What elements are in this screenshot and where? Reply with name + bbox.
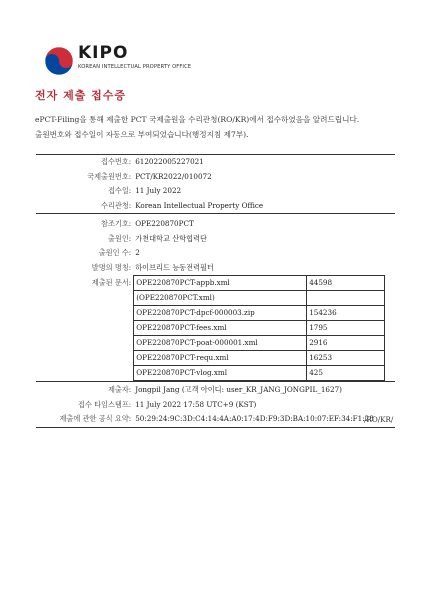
file-row [134, 306, 385, 321]
field-label: 수리관청: [36, 199, 132, 214]
detail-row [36, 261, 395, 276]
receipt-table [36, 154, 395, 428]
file-name: OPE220870PCT-requ.xml [134, 351, 307, 366]
submission-label: 제출자: [107, 385, 132, 394]
detail-value: 하이브리드 능동전력필터 [135, 262, 214, 272]
submission-row [36, 382, 395, 398]
intro-text [35, 112, 359, 142]
detail-value: 2 [135, 248, 140, 257]
org-abbr: KIPO [78, 43, 129, 63]
detail-value: OPE220870PCT [135, 219, 194, 228]
file-name: OPE220870PCT-poat-000001.xml [134, 336, 307, 351]
field-value: PCT/KR2022/010072 [135, 171, 212, 181]
files-table [133, 275, 385, 381]
detail-row [36, 232, 395, 247]
file-size: 2916 [307, 336, 385, 351]
submission-value: Jongpil Jang (고객 아이디: user_KR_JANG_JONGPIL_1627) [135, 385, 342, 394]
field-label: 접수일: [107, 186, 132, 195]
file-name: OPE220870PCT-dpcf-000003.zip [134, 306, 307, 321]
org-full-name: KOREAN INTELLECTUAL PROPERTY OFFICE [78, 64, 192, 70]
submission-label: 접수 타임스탬프: [77, 399, 132, 409]
detail-row [36, 214, 395, 232]
file-name: OPE220870PCT-vlog.xml [134, 366, 307, 381]
submission-row [36, 398, 395, 413]
file-size: 1795 [307, 321, 385, 336]
field-label: 국제출원번호: [87, 171, 132, 181]
file-row [134, 351, 385, 366]
files-label: 제출된 문서: [36, 275, 132, 382]
file-size: 16253 [307, 351, 385, 366]
submission-row [36, 412, 395, 427]
field-row [36, 155, 395, 170]
field-value: 11 July 2022 [135, 186, 182, 195]
file-size [307, 291, 385, 306]
detail-value: 가천대학교 산학협력단 [135, 233, 207, 243]
detail-row [36, 246, 395, 261]
file-name: OPE220870PCT-fees.xml [134, 321, 307, 336]
kipo-logo-icon [44, 46, 74, 76]
field-value: Korean Intellectual Property Office [132, 199, 395, 214]
file-size: 44598 [307, 276, 385, 291]
detail-label: 출원인 수: [98, 248, 132, 257]
footer-code: /RO/KR/ [364, 415, 394, 424]
field-row [36, 184, 395, 199]
file-name: OPE220870PCT-appb.xml [134, 276, 307, 291]
file-size: 154236 [307, 306, 385, 321]
detail-label: 참조기호: [101, 219, 132, 228]
field-value: 612022005227021 [132, 155, 395, 170]
field-label: 접수번호: [36, 155, 132, 170]
submission-value: 11 July 2022 17:58 UTC+9 (KST) [135, 399, 257, 409]
field-row [36, 170, 395, 185]
intro-line-2: 출원번호와 접수일이 자동으로 부여되었습니다(행정지침 제7부). [35, 130, 249, 139]
file-row [134, 321, 385, 336]
file-row [134, 366, 385, 381]
submission-label: 제출에 관한 공식 요약: [36, 412, 132, 427]
file-row [134, 276, 385, 291]
file-row [134, 291, 385, 306]
detail-label: 출원인: [107, 233, 132, 243]
detail-label: 발명의 명칭: [91, 262, 132, 272]
file-row [134, 336, 385, 351]
file-size: 425 [307, 366, 385, 381]
submission-value: 50:29:24:9C:3D:C4:14:4A:A0:17:4D:F9:3D:BA:10:07:EF:34:F1:28 [132, 412, 395, 427]
files-row [36, 275, 395, 382]
file-name: (OPE220870PCT.xml) [134, 291, 307, 306]
intro-line-1: ePCT-Filing을 통해 제출한 PCT 국제출원을 수리관청(RO/KR)에서 접수하였음을 알려드립니다. [35, 115, 360, 124]
field-row [36, 199, 395, 214]
document-title: 전자 제출 접수증 [35, 89, 127, 102]
